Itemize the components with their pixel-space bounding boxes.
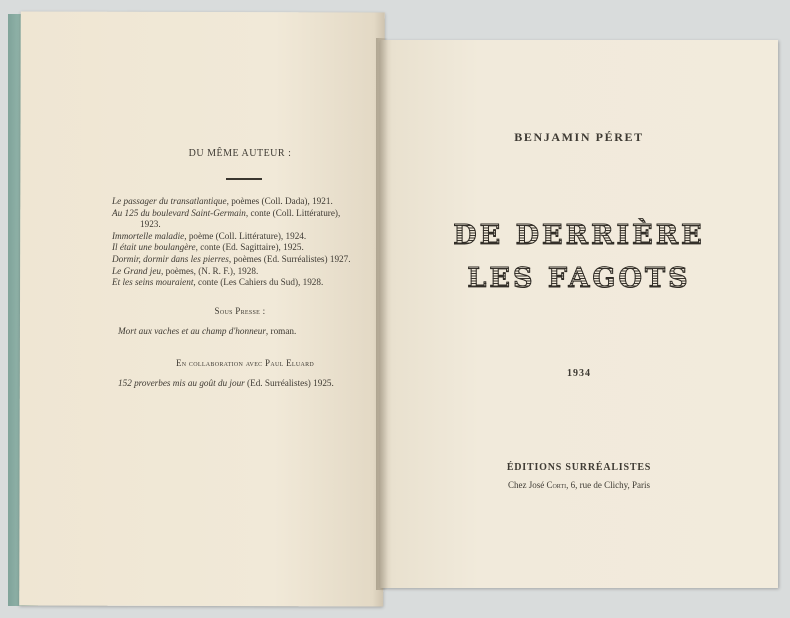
work-item: Dormir, dormir dans les pierres, poèmes (Ed. Surréalistes) 1927. [112, 253, 351, 264]
work-item: Au 125 du boulevard Saint-Germain, conte (Coll. Littérature), [112, 207, 341, 218]
publication-year: 1934 [567, 368, 591, 379]
same-author-heading: DU MÊME AUTEUR : [188, 148, 292, 159]
book-title-line-2: LES FAGOTS [380, 263, 778, 294]
work-item: Et les seins mouraient, conte (Les Cahiers du Sud), 1928. [112, 277, 324, 288]
right-page [380, 40, 778, 588]
work-item: Le Grand jeu, poèmes, (N. R. F.), 1928. [112, 265, 259, 276]
collaboration-item: 152 proverbes mis au goût du jour (Ed. Surréalistes) 1925. [118, 378, 334, 388]
publisher-name: ÉDITIONS SURRÉALISTES [506, 462, 652, 473]
book-gutter [376, 38, 388, 590]
work-item: Le passager du transatlantique, poèmes (Coll. Dada), 1921. [112, 196, 333, 206]
sous-presse-heading: Sous Presse : [214, 306, 266, 316]
work-item: Il était une boulangère, conte (Ed. Sagittaire), 1925. [112, 242, 304, 253]
publisher-address: Chez José Corti, 6, rue de Clichy, Paris [507, 480, 651, 490]
work-item: 1923. [140, 219, 161, 230]
heading-rule [226, 178, 262, 180]
works-list [112, 196, 351, 289]
author-name: BENJAMIN PÉRET [514, 130, 644, 144]
sous-presse-item: Mort aux vaches et au champ d'honneur, roman. [118, 326, 297, 336]
collaboration-heading: En collaboration avec Paul Eluard [175, 358, 315, 368]
work-item: Immortelle maladie, poème (Coll. Littérature), 1924. [112, 230, 307, 241]
book-title-line-1: DE DERRIÈRE [380, 220, 778, 251]
